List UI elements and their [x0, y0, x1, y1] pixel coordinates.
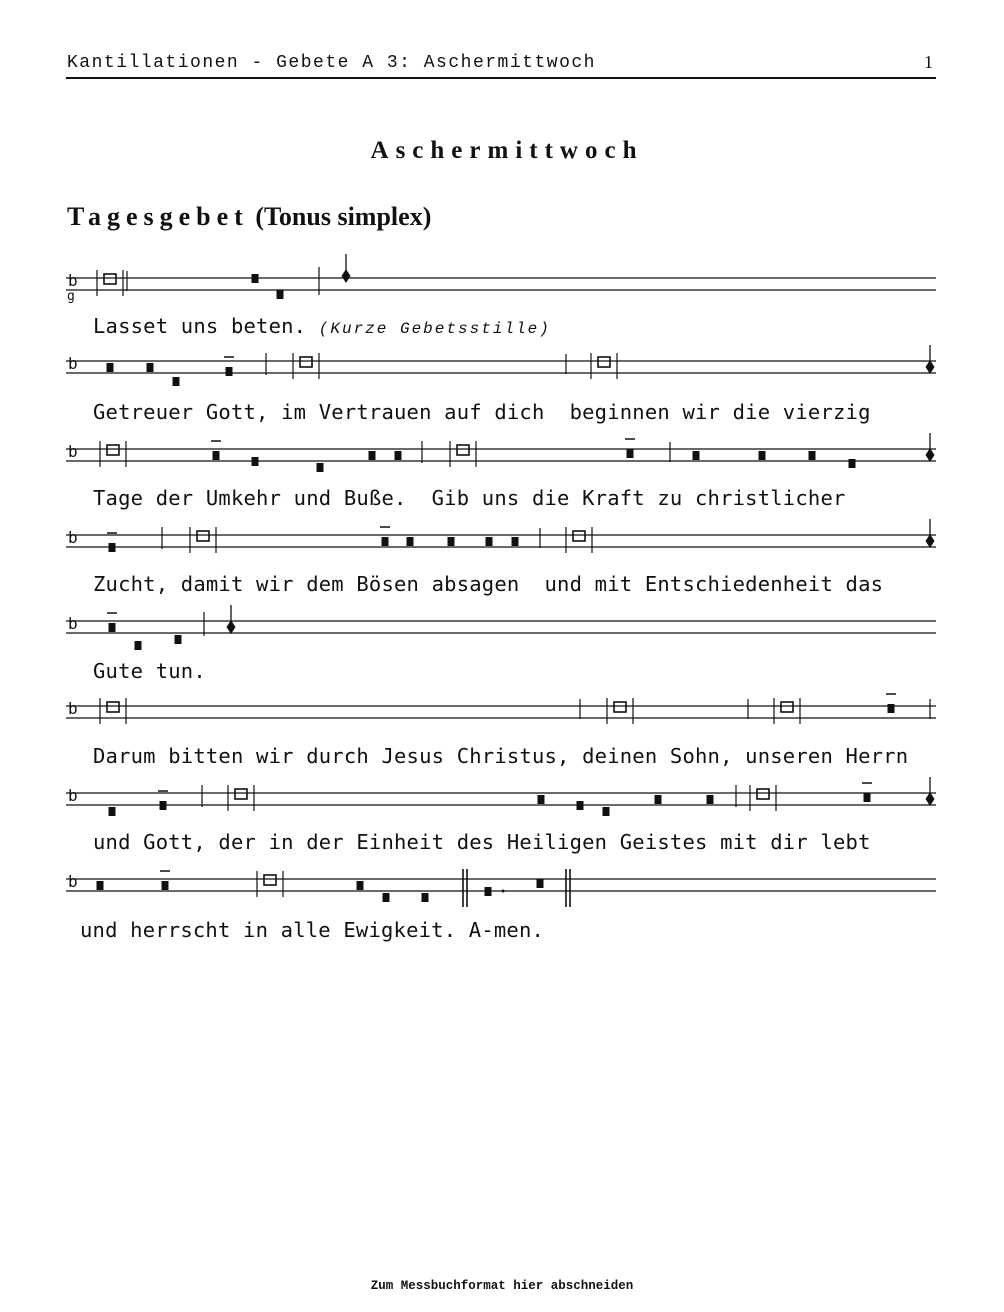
chant-note	[849, 459, 856, 468]
lyric-line-1	[93, 314, 551, 338]
chant-note	[173, 377, 180, 386]
chant-note	[277, 290, 284, 299]
chant-note	[109, 543, 116, 552]
clef-flat: b	[68, 786, 78, 805]
silence-remark: (Kurze Gebetsstille)	[318, 320, 551, 338]
recitation-note	[598, 357, 610, 367]
chant-note	[383, 893, 390, 902]
chant-note	[512, 537, 519, 546]
lyric-line-8: und herrscht in alle Ewigkeit. A-men.	[80, 918, 545, 942]
chant-note	[538, 795, 545, 804]
section-heading-main: Tagesgebet	[67, 202, 249, 231]
cut-instruction: Zum Messbuchformat hier abschneiden	[370, 1279, 634, 1293]
chant-note	[109, 807, 116, 816]
chant-note	[147, 363, 154, 372]
final-note	[926, 448, 935, 462]
chant-note	[888, 704, 895, 713]
lyric-line-1-text: Lasset uns beten.	[93, 314, 319, 338]
chant-note	[382, 537, 389, 546]
final-note	[926, 792, 935, 806]
recitation-note	[300, 357, 312, 367]
recitation-note	[573, 531, 585, 541]
clef-flat: b	[68, 699, 78, 718]
recitation-note	[264, 875, 276, 885]
chant-note	[252, 274, 259, 283]
recitation-note	[235, 789, 247, 799]
chant-note	[603, 807, 610, 816]
lyric-line-2: Getreuer Gott, im Vertrauen auf dich beginnen wir die vierzig	[93, 400, 871, 424]
lyric-line-5: Gute tun.	[93, 659, 206, 683]
chant-note	[537, 879, 544, 888]
lyric-line-3: Tage der Umkehr und Buße. Gib uns die Kraft zu christlicher	[93, 486, 846, 510]
chant-note	[864, 793, 871, 802]
clef-flat: b	[68, 614, 78, 633]
chant-note	[160, 801, 167, 810]
chant-note	[395, 451, 402, 460]
lyric-line-7: und Gott, der in der Einheit des Heiligen Geistes mit dir lebt	[93, 830, 871, 854]
page-number: 1	[924, 52, 933, 72]
chant-note	[252, 457, 259, 466]
document-title: Aschermittwoch	[370, 137, 644, 164]
chant-note	[422, 893, 429, 902]
chant-note	[357, 881, 364, 890]
final-note	[227, 620, 236, 634]
lyric-line-4: Zucht, damit wir dem Bösen absagen und mit Entschiedenheit das	[93, 572, 884, 596]
chant-note	[577, 801, 584, 810]
running-header-title: Kantillationen - Gebete A 3: Aschermittwoch	[67, 53, 596, 73]
chant-note	[448, 537, 455, 546]
clef-letter: g	[67, 289, 75, 304]
final-note	[342, 269, 351, 283]
final-note	[926, 534, 935, 548]
recitation-note	[457, 445, 469, 455]
punctum-dot	[502, 890, 505, 893]
chant-note	[486, 537, 493, 546]
chant-note	[693, 451, 700, 460]
chant-note	[162, 881, 169, 890]
chant-note	[135, 641, 142, 650]
clef-flat: b	[68, 528, 78, 547]
clef-flat: b	[68, 872, 78, 891]
chant-note	[317, 463, 324, 472]
chant-note	[369, 451, 376, 460]
final-note	[926, 360, 935, 374]
chant-note	[655, 795, 662, 804]
chant-note	[485, 887, 492, 896]
recitation-note	[781, 702, 793, 712]
chant-note	[107, 363, 114, 372]
clef-flat: b	[68, 271, 78, 290]
clef-flat: b	[68, 354, 78, 373]
chant-note	[407, 537, 414, 546]
lyric-line-6: Darum bitten wir durch Jesus Christus, deinen Sohn, unseren Herrn	[93, 744, 909, 768]
chant-note	[759, 451, 766, 460]
recitation-note	[107, 702, 119, 712]
clef-flat: b	[68, 442, 78, 461]
chant-note	[226, 367, 233, 376]
recitation-note	[104, 274, 116, 284]
chant-note	[707, 795, 714, 804]
chant-note	[109, 623, 116, 632]
recitation-note	[614, 702, 626, 712]
recitation-note	[757, 789, 769, 799]
chant-note	[809, 451, 816, 460]
chant-note	[213, 451, 220, 460]
recitation-note	[107, 445, 119, 455]
recitation-note	[197, 531, 209, 541]
section-heading-subtitle: (Tonus simplex)	[255, 202, 432, 231]
chant-note	[97, 881, 104, 890]
chant-note	[175, 635, 182, 644]
chant-note	[627, 449, 634, 458]
